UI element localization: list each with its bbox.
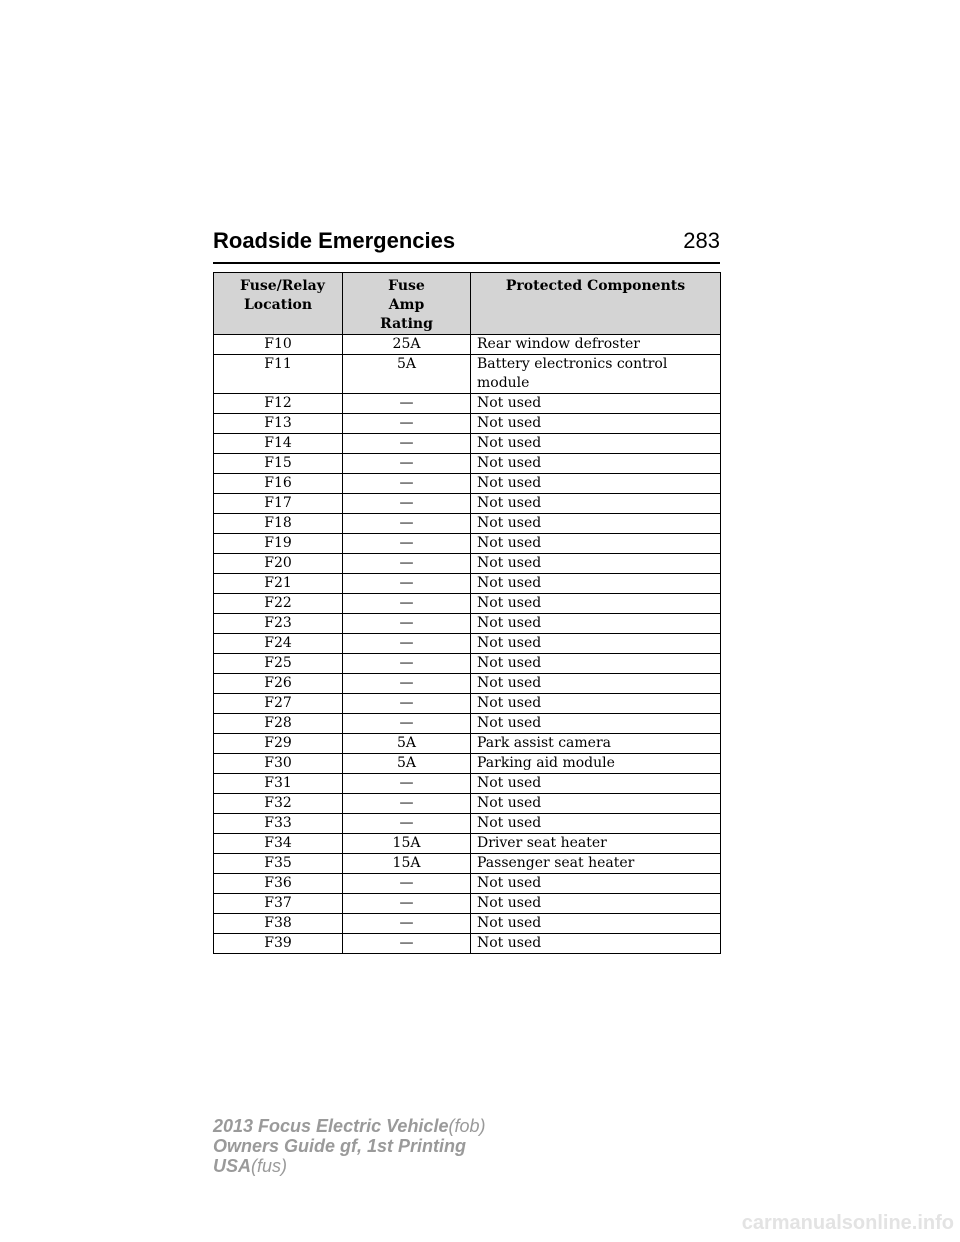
column-header-location: Fuse/Relay Location: [214, 273, 343, 335]
fuse-component-cell: Not used: [471, 874, 721, 894]
fuse-component-cell: Not used: [471, 534, 721, 554]
fuse-rating-cell: 15A: [343, 834, 471, 854]
fuse-rating-cell: 5A: [343, 754, 471, 774]
fuse-rating-cell: —: [343, 634, 471, 654]
fuse-rating-cell: —: [343, 494, 471, 514]
fuse-component-cell: Not used: [471, 654, 721, 674]
fuse-location-cell: F20: [214, 554, 343, 574]
fuse-location-cell: F33: [214, 814, 343, 834]
fuse-location-cell: F22: [214, 594, 343, 614]
fuse-rating-cell: —: [343, 414, 471, 434]
fuse-location-cell: F34: [214, 834, 343, 854]
fuse-component-cell: Not used: [471, 474, 721, 494]
fuse-component-cell: Not used: [471, 554, 721, 574]
print-footer: [213, 1116, 485, 1176]
fuse-component-cell: Parking aid module: [471, 754, 721, 774]
table-row: [214, 894, 721, 914]
fuse-location-cell: F36: [214, 874, 343, 894]
watermark: carmanualsonline.info: [741, 1212, 954, 1234]
footer-guide: Owners Guide gf, 1st Printing: [213, 1136, 467, 1156]
fuse-component-cell: Not used: [471, 394, 721, 414]
fuse-location-cell: F37: [214, 894, 343, 914]
fuse-location-cell: F18: [214, 514, 343, 534]
fuse-rating-cell: —: [343, 934, 471, 954]
table-row: [214, 934, 721, 954]
fuse-rating-cell: 15A: [343, 854, 471, 874]
fuse-component-cell: Battery electronics control module: [471, 355, 721, 394]
table-row: [214, 394, 721, 414]
fuse-location-cell: F16: [214, 474, 343, 494]
fuse-component-cell: Not used: [471, 614, 721, 634]
fuse-location-cell: F21: [214, 574, 343, 594]
fuse-component-cell: Not used: [471, 414, 721, 434]
fuse-component-cell: Not used: [471, 594, 721, 614]
fuse-location-cell: F31: [214, 774, 343, 794]
table-row: [214, 674, 721, 694]
fuse-location-cell: F29: [214, 734, 343, 754]
table-row: [214, 874, 721, 894]
table-row: [214, 614, 721, 634]
fuse-rating-cell: —: [343, 454, 471, 474]
fuse-component-cell: Rear window defroster: [471, 335, 721, 355]
fuse-location-cell: F10: [214, 335, 343, 355]
table-row: [214, 355, 721, 394]
table-row: [214, 594, 721, 614]
column-header-rating: Fuse Amp Rating: [343, 273, 471, 335]
table-header-row: [214, 273, 721, 335]
fuse-location-cell: F35: [214, 854, 343, 874]
fuse-table: [213, 272, 721, 954]
fuse-component-cell: Not used: [471, 634, 721, 654]
table-row: [214, 814, 721, 834]
fuse-component-cell: Not used: [471, 794, 721, 814]
table-row: [214, 494, 721, 514]
fuse-location-cell: F32: [214, 794, 343, 814]
fuse-location-cell: F19: [214, 534, 343, 554]
table-row: [214, 774, 721, 794]
section-title: Roadside Emergencies: [213, 228, 456, 253]
fuse-component-cell: Not used: [471, 774, 721, 794]
footer-vehicle-code: (fob): [448, 1116, 486, 1136]
fuse-location-cell: F27: [214, 694, 343, 714]
fuse-rating-cell: —: [343, 814, 471, 834]
fuse-component-cell: Driver seat heater: [471, 834, 721, 854]
fuse-component-cell: Not used: [471, 814, 721, 834]
fuse-rating-cell: —: [343, 614, 471, 634]
fuse-rating-cell: 25A: [343, 335, 471, 355]
column-header-component: Protected Components: [471, 273, 721, 335]
table-row: [214, 754, 721, 774]
table-row: [214, 854, 721, 874]
fuse-rating-cell: —: [343, 714, 471, 734]
table-row: [214, 914, 721, 934]
fuse-rating-cell: —: [343, 434, 471, 454]
table-row: [214, 534, 721, 554]
fuse-location-cell: F14: [214, 434, 343, 454]
fuse-component-cell: Not used: [471, 514, 721, 534]
page-header: [213, 228, 720, 264]
fuse-location-cell: F39: [214, 934, 343, 954]
fuse-component-cell: Park assist camera: [471, 734, 721, 754]
fuse-location-cell: F38: [214, 914, 343, 934]
fuse-rating-cell: —: [343, 794, 471, 814]
table-row: [214, 514, 721, 534]
fuse-component-cell: Not used: [471, 674, 721, 694]
footer-vehicle: 2013 Focus Electric Vehicle: [213, 1116, 449, 1136]
table-row: [214, 414, 721, 434]
table-row: [214, 654, 721, 674]
table-row: [214, 574, 721, 594]
table-row: [214, 714, 721, 734]
table-row: [214, 454, 721, 474]
fuse-location-cell: F24: [214, 634, 343, 654]
fuse-rating-cell: —: [343, 514, 471, 534]
table-row: [214, 474, 721, 494]
fuse-location-cell: F11: [214, 355, 343, 394]
fuse-rating-cell: —: [343, 594, 471, 614]
table-row: [214, 554, 721, 574]
fuse-rating-cell: —: [343, 874, 471, 894]
fuse-component-cell: Not used: [471, 454, 721, 474]
fuse-rating-cell: —: [343, 474, 471, 494]
fuse-rating-cell: —: [343, 534, 471, 554]
fuse-rating-cell: —: [343, 894, 471, 914]
fuse-rating-cell: —: [343, 694, 471, 714]
fuse-location-cell: F12: [214, 394, 343, 414]
footer-market-code: (fus): [251, 1156, 288, 1176]
fuse-rating-cell: 5A: [343, 734, 471, 754]
fuse-location-cell: F13: [214, 414, 343, 434]
fuse-component-cell: Not used: [471, 714, 721, 734]
fuse-location-cell: F17: [214, 494, 343, 514]
fuse-rating-cell: —: [343, 654, 471, 674]
footer-market: USA: [213, 1156, 252, 1176]
fuse-component-cell: Not used: [471, 934, 721, 954]
fuse-component-cell: Passenger seat heater: [471, 854, 721, 874]
fuse-rating-cell: 5A: [343, 355, 471, 394]
fuse-location-cell: F15: [214, 454, 343, 474]
fuse-rating-cell: —: [343, 674, 471, 694]
fuse-rating-cell: —: [343, 774, 471, 794]
fuse-location-cell: F28: [214, 714, 343, 734]
fuse-component-cell: Not used: [471, 574, 721, 594]
table-row: [214, 794, 721, 814]
fuse-rating-cell: —: [343, 554, 471, 574]
table-row: [214, 694, 721, 714]
page-number: 283: [683, 228, 720, 253]
table-row: [214, 734, 721, 754]
table-row: [214, 634, 721, 654]
fuse-component-cell: Not used: [471, 894, 721, 914]
fuse-component-cell: Not used: [471, 914, 721, 934]
fuse-location-cell: F26: [214, 674, 343, 694]
table-row: [214, 434, 721, 454]
fuse-location-cell: F30: [214, 754, 343, 774]
fuse-location-cell: F25: [214, 654, 343, 674]
table-row: [214, 335, 721, 355]
fuse-component-cell: Not used: [471, 494, 721, 514]
fuse-rating-cell: —: [343, 914, 471, 934]
fuse-rating-cell: —: [343, 394, 471, 414]
table-row: [214, 834, 721, 854]
fuse-rating-cell: —: [343, 574, 471, 594]
fuse-component-cell: Not used: [471, 694, 721, 714]
fuse-component-cell: Not used: [471, 434, 721, 454]
fuse-location-cell: F23: [214, 614, 343, 634]
